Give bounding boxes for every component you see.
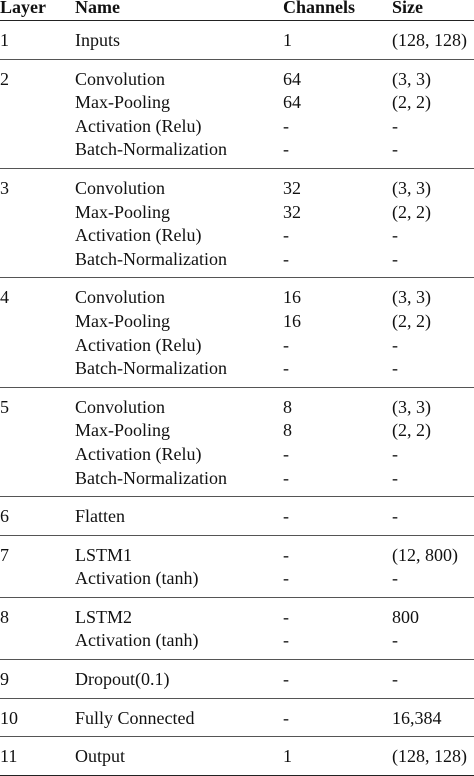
name-cell: Activation (tanh) bbox=[75, 568, 199, 589]
table-row bbox=[0, 357, 474, 381]
table-row bbox=[0, 606, 474, 630]
name-cell: Output bbox=[75, 746, 126, 767]
size-cell: - bbox=[392, 334, 398, 355]
table-row bbox=[0, 334, 474, 358]
name-cell: Inputs bbox=[75, 30, 120, 50]
table-row bbox=[0, 115, 474, 139]
layer-cell: 4 bbox=[0, 287, 9, 308]
size-cell: - bbox=[392, 506, 398, 527]
layer-cell: 10 bbox=[0, 707, 18, 728]
table-row bbox=[0, 396, 474, 420]
table-row bbox=[0, 505, 474, 529]
size-cell: - bbox=[392, 358, 398, 379]
name-cell: Convolution bbox=[75, 287, 166, 308]
channels-cell: 64 bbox=[283, 68, 301, 89]
layer-group bbox=[0, 278, 474, 387]
table-row bbox=[0, 419, 474, 443]
channels-cell: - bbox=[283, 115, 289, 136]
channels-cell: - bbox=[283, 669, 289, 690]
table-row bbox=[0, 629, 474, 653]
layer-cell: 7 bbox=[0, 544, 9, 565]
name-cell: Activation (Relu) bbox=[75, 334, 202, 355]
table-row bbox=[0, 668, 474, 692]
header-size: Size bbox=[392, 0, 423, 17]
name-cell: Max-Pooling bbox=[75, 201, 171, 222]
layer-cell: 2 bbox=[0, 68, 9, 89]
size-cell: (128, 128) bbox=[392, 30, 467, 50]
name-cell: LSTM2 bbox=[75, 606, 133, 627]
table-row bbox=[0, 224, 474, 248]
layer-group bbox=[0, 388, 474, 497]
name-cell: Convolution bbox=[75, 396, 166, 417]
name-cell: Dropout(0.1) bbox=[75, 669, 170, 690]
channels-cell: 16 bbox=[283, 310, 301, 331]
channels-cell: - bbox=[283, 225, 289, 246]
channels-cell: - bbox=[283, 358, 289, 379]
name-cell: Convolution bbox=[75, 177, 166, 198]
table-row bbox=[0, 91, 474, 115]
table-header bbox=[0, 0, 474, 21]
channels-cell: - bbox=[283, 630, 289, 651]
layer-group bbox=[0, 60, 474, 169]
table-row bbox=[0, 467, 474, 491]
layer-group bbox=[0, 21, 474, 60]
layer-group bbox=[0, 536, 474, 598]
size-cell: (2, 2) bbox=[392, 420, 431, 441]
channels-cell: 16 bbox=[283, 287, 301, 308]
channels-cell: 64 bbox=[283, 92, 301, 113]
size-cell: - bbox=[392, 225, 398, 246]
table-row bbox=[0, 567, 474, 591]
table-row bbox=[0, 745, 474, 769]
size-cell: (3, 3) bbox=[392, 177, 431, 198]
channels-cell: - bbox=[283, 443, 289, 464]
layer-group bbox=[0, 737, 474, 776]
name-cell: LSTM1 bbox=[75, 544, 133, 565]
size-cell: - bbox=[392, 630, 398, 651]
name-cell: Activation (Relu) bbox=[75, 115, 202, 136]
channels-cell: - bbox=[283, 544, 289, 565]
layer-group bbox=[0, 497, 474, 536]
channels-cell: - bbox=[283, 248, 289, 269]
header-layer: Layer bbox=[0, 0, 46, 17]
layer-cell: 11 bbox=[0, 746, 18, 767]
size-cell: (2, 2) bbox=[392, 92, 431, 113]
layer-group bbox=[0, 598, 474, 660]
table-row bbox=[0, 177, 474, 201]
table-row bbox=[0, 248, 474, 272]
channels-cell: 1 bbox=[283, 746, 292, 767]
size-cell: (3, 3) bbox=[392, 287, 431, 308]
table-row bbox=[0, 707, 474, 731]
channels-cell: 1 bbox=[283, 30, 292, 50]
size-cell: - bbox=[392, 669, 398, 690]
name-cell: Activation (tanh) bbox=[75, 630, 199, 651]
header-name: Name bbox=[75, 0, 120, 17]
channels-cell: - bbox=[283, 568, 289, 589]
channels-cell: 8 bbox=[283, 396, 292, 417]
layer-cell: 3 bbox=[0, 177, 9, 198]
name-cell: Max-Pooling bbox=[75, 310, 171, 331]
layer-group bbox=[0, 169, 474, 278]
name-cell: Batch-Normalization bbox=[75, 467, 227, 488]
size-cell: (2, 2) bbox=[392, 201, 431, 222]
size-cell: - bbox=[392, 568, 398, 589]
size-cell: - bbox=[392, 139, 398, 160]
name-cell: Max-Pooling bbox=[75, 92, 171, 113]
channels-cell: - bbox=[283, 506, 289, 527]
name-cell: Batch-Normalization bbox=[75, 139, 227, 160]
name-cell: Activation (Relu) bbox=[75, 225, 202, 246]
size-cell: 16,384 bbox=[392, 707, 442, 728]
size-cell: - bbox=[392, 467, 398, 488]
layer-cell: 8 bbox=[0, 606, 9, 627]
layer-group bbox=[0, 660, 474, 699]
layer-cell: 9 bbox=[0, 669, 9, 690]
size-cell: (128, 128) bbox=[392, 746, 467, 767]
table-row bbox=[0, 68, 474, 92]
size-cell: (12, 800) bbox=[392, 544, 458, 565]
table-row bbox=[0, 310, 474, 334]
size-cell: (2, 2) bbox=[392, 310, 431, 331]
table-body bbox=[0, 21, 474, 776]
name-cell: Activation (Relu) bbox=[75, 443, 202, 464]
name-cell: Convolution bbox=[75, 68, 166, 89]
channels-cell: - bbox=[283, 139, 289, 160]
size-cell: (3, 3) bbox=[392, 68, 431, 89]
layer-cell: 1 bbox=[0, 30, 9, 50]
size-cell: - bbox=[392, 115, 398, 136]
layer-cell: 5 bbox=[0, 396, 9, 417]
name-cell: Flatten bbox=[75, 506, 125, 527]
layer-cell: 6 bbox=[0, 506, 9, 527]
channels-cell: - bbox=[283, 334, 289, 355]
channels-cell: 32 bbox=[283, 201, 301, 222]
name-cell: Batch-Normalization bbox=[75, 248, 227, 269]
channels-cell: 8 bbox=[283, 420, 292, 441]
channels-cell: 32 bbox=[283, 177, 301, 198]
header-channels: Channels bbox=[283, 0, 356, 17]
size-cell: - bbox=[392, 443, 398, 464]
name-cell: Fully Connected bbox=[75, 707, 195, 728]
size-cell: 800 bbox=[392, 606, 419, 627]
table-row bbox=[0, 544, 474, 568]
channels-cell: - bbox=[283, 707, 289, 728]
table-row bbox=[0, 29, 474, 53]
size-cell: (3, 3) bbox=[392, 396, 431, 417]
table-row bbox=[0, 201, 474, 225]
table-row bbox=[0, 443, 474, 467]
name-cell: Batch-Normalization bbox=[75, 358, 227, 379]
size-cell: - bbox=[392, 248, 398, 269]
table-row bbox=[0, 286, 474, 310]
channels-cell: - bbox=[283, 606, 289, 627]
table-row bbox=[0, 138, 474, 162]
layer-group bbox=[0, 699, 474, 738]
name-cell: Max-Pooling bbox=[75, 420, 171, 441]
channels-cell: - bbox=[283, 467, 289, 488]
